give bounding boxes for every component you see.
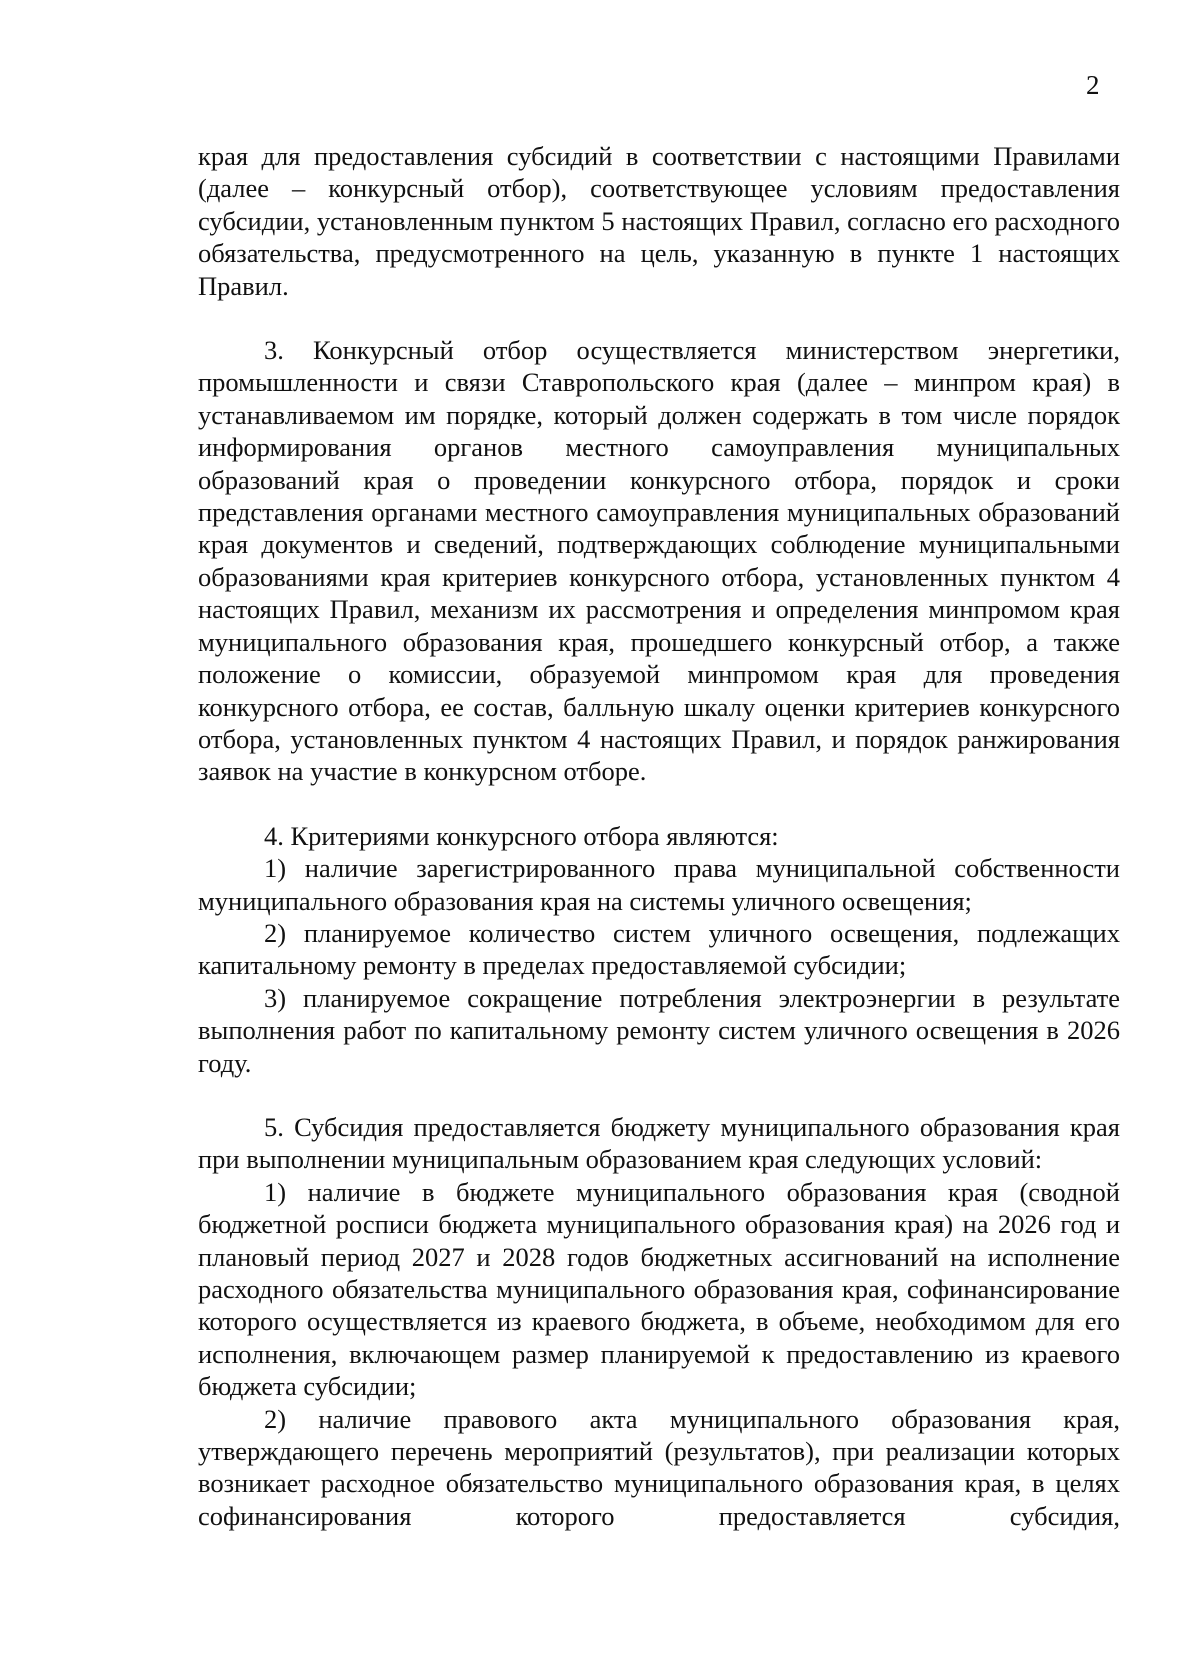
paragraph-continuation: края для предоставления субсидий в соответствии с настоящими Правилами (далее – конкурсный отбор), соответствующее условиям предоставления субсидии, установленным пунктом 5 настоящих Правил, согласно его расходного обязательства, предусмотренного на цель, указанную в пункте 1 настоящих Правил. [198,141,1120,301]
document-body [198,140,1120,1532]
paragraph-item-5: 5. Субсидия предоставляется бюджету муниципального образования края при выполнении муниципальным образованием края следующих условий: [198,1111,1120,1175]
paragraph-item-4: 4. Критериями конкурсного отбора являются: [264,820,779,851]
paragraph-item-4-2: 2) планируемое количество систем уличного освещения, подлежащих капитальному ремонту в пределах предоставляемой субсидии; [198,917,1120,981]
paragraph-item-4-1: 1) наличие зарегистрированного права муниципальной собственности муниципального образования края на системы уличного освещения; [198,853,1120,916]
page-number: 2 [1086,70,1100,100]
paragraph-item-3: 3. Конкурсный отбор осуществляется министерством энергетики, промышленности и связи Ставропольского края (далее – минпром края) в устанавливаемом им порядке, который должен содержать в том числе порядок информирования органов местного самоуправления муниципальных образований края о проведении конкурсного отбора, порядок и сроки представления органами местного самоуправления муниципальных образований края документов и сведений, подтверждающих соблюдение муниципальными образованиями края критериев конкурсного отбора, установленных пунктом 4 настоящих Правил, механизм их рассмотрения и определения минпромом края муниципального образования края, прошедшего конкурсный отбор, а также положение о комиссии, образуемой минпромом края для проведения конкурсного отбора, ее состав, балльную шкалу оценки критериев конкурсного отбора, установленных пунктом 4 настоящих Правил, и порядок ранжирования заявок на участие в конкурсном отборе. [198,335,1120,787]
paragraph-item-4-3: 3) планируемое сокращение потребления электроэнергии в результате выполнения работ по капитальному ремонту систем уличного освещения в 2026 году. [198,982,1120,1078]
paragraph-item-5-1: 1) наличие в бюджете муниципального образования края (сводной бюджетной росписи бюджета муниципального образования края) на 2026 год и плановый период 2027 и 2028 годов бюджетных ассигнований на исполнение расходного обязательства муниципального образования края, софинансирование которого осуществляется из краевого бюджета, в объеме, необходимом для его исполнения, включающем размер планируемой к предоставлению из краевого бюджета субсидии; [198,1176,1120,1402]
paragraph-item-5-2: 2) наличие правового акта муниципального образования края, утверждающего перечень мероприятий (результатов), при реализации которых возникает расходное обязательство муниципального образования края, в целях софинансирования которого предоставляется субсидия, [198,1403,1120,1531]
